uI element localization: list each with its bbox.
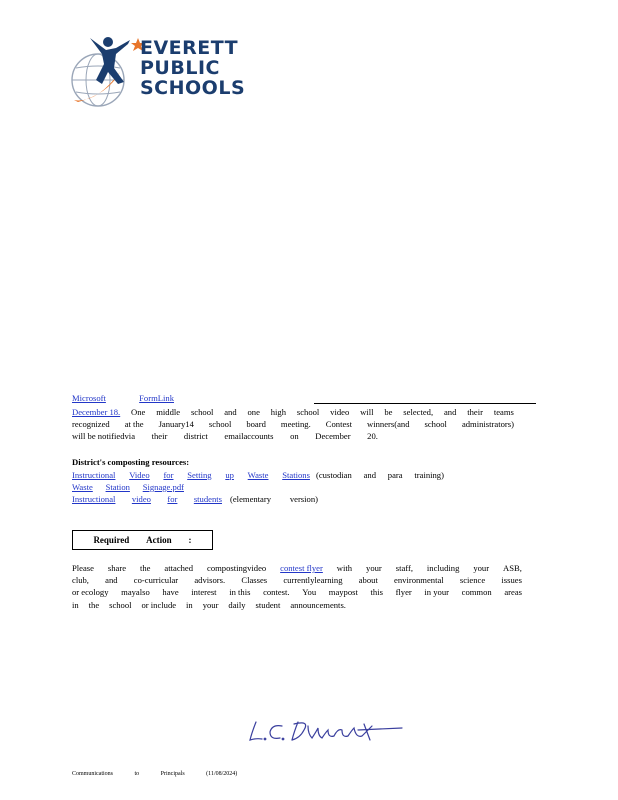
logo-line-everett: EVERETT xyxy=(140,37,239,59)
logo-emblem-icon xyxy=(68,34,148,114)
intro-line-3: recognized at the January14 school board meeting. Contest winners(and school administrators) xyxy=(72,419,514,429)
footer-note: Communications to Principals (11/08/2024) xyxy=(72,771,238,777)
district-logo xyxy=(68,34,258,114)
share-line-3: or ecology mayalso have interest in this contest. You maypost this flyer in your common areas xyxy=(72,587,522,597)
required-action-box: Required Action : xyxy=(72,530,213,550)
form-link-rule xyxy=(314,403,536,404)
share-line-1: Please share the attached compostingvideo contest flyer with your staff, including your ASB, xyxy=(72,563,522,573)
december-date-underlined: December 18. xyxy=(72,407,121,417)
share-line-2: club, and co-curricular advisors. Classes currentlylearning about environmental science issues xyxy=(72,575,522,585)
intro-line-4: will be notifiedvia their district emailaccounts on December 20. xyxy=(72,431,378,441)
contest-flyer-link[interactable]: contest flyer xyxy=(280,563,323,573)
resource-item-3: Instructional video for students (elementary version) xyxy=(72,494,318,504)
logo-line-public: PUBLIC xyxy=(140,57,220,79)
resources-heading: District's composting resources: xyxy=(72,457,190,467)
signature-icon xyxy=(246,718,406,744)
microsoft-form-link[interactable]: Microsoft FormLink xyxy=(72,393,174,403)
logo-line-schools: SCHOOLS xyxy=(140,77,246,99)
waste-station-signage-link[interactable]: Waste Station Signage.pdf xyxy=(72,482,184,492)
share-line-4: in the school or include in your daily student announcements. xyxy=(72,600,346,610)
intro-line-2: December 18. One middle school and one high school video will be selected, and their teams xyxy=(72,407,514,417)
setting-up-waste-stations-link[interactable]: Instructional Video for Setting up Waste Stations xyxy=(72,470,310,480)
resource-item-1: Instructional Video for Setting up Waste Stations (custodian and para training) xyxy=(72,470,444,480)
student-video-link[interactable]: Instructional video for students xyxy=(72,494,222,504)
